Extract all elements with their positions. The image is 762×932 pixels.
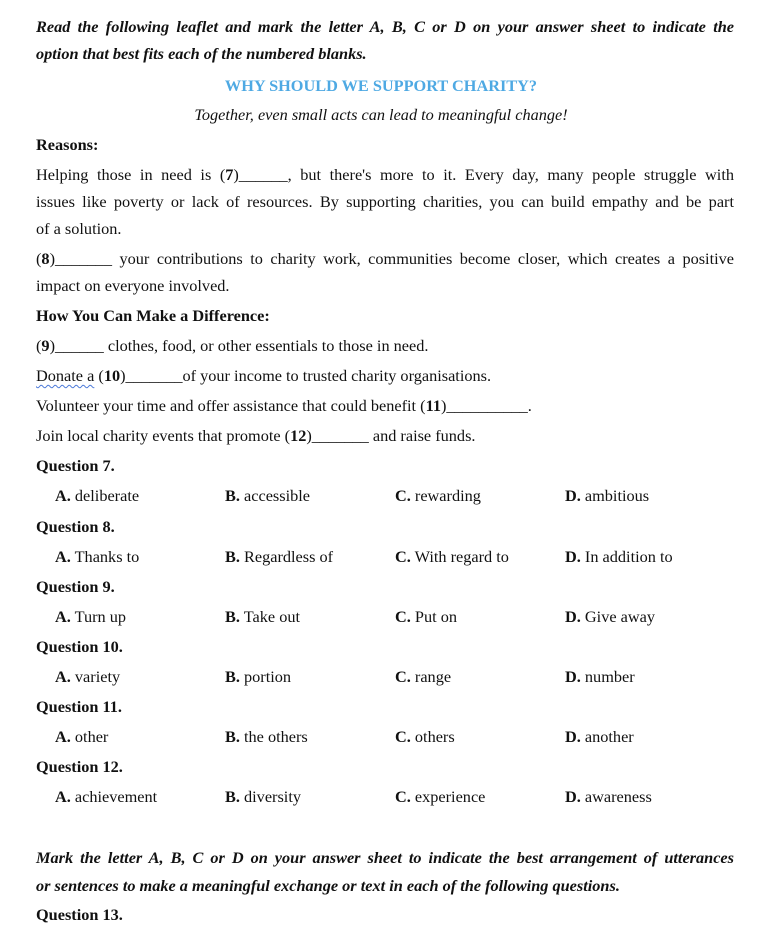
blank-number-12: 12: [290, 426, 307, 445]
option-b[interactable]: [225, 486, 310, 506]
option-letter: C.: [395, 667, 411, 686]
paragraph-1-line-2: issues like poverty or lack of resources. By supporting charities, you can build empathy and be part: [36, 192, 734, 211]
option-letter: D.: [565, 727, 581, 746]
text: Volunteer your time and offer assistance that could benefit (: [36, 396, 426, 415]
option-text: ambitious: [584, 486, 650, 505]
option-text: the others: [244, 727, 308, 746]
text: )______, but there's more to it. Every day, many people struggle with: [233, 165, 734, 184]
option-text: Thanks to: [74, 547, 140, 566]
text: )_______ your contributions to charity work, communities become closer, which creates a positive: [49, 249, 734, 268]
option-text: diversity: [244, 787, 301, 806]
option-text: awareness: [584, 787, 652, 806]
instruction-2-line-1: Mark the letter A, B, C or D on your answer sheet to indicate the best arrangement of utterances: [36, 848, 734, 867]
option-letter: C.: [395, 547, 411, 566]
option-letter: B.: [225, 607, 240, 626]
option-c[interactable]: [395, 547, 509, 567]
option-letter: A.: [55, 607, 71, 626]
option-d[interactable]: [565, 667, 635, 687]
option-c[interactable]: [395, 486, 481, 506]
option-text: deliberate: [74, 486, 140, 505]
item-11: [36, 396, 734, 416]
option-text: rewarding: [414, 486, 481, 505]
option-letter: A.: [55, 787, 71, 806]
option-text: variety: [74, 667, 121, 686]
option-d[interactable]: [565, 787, 652, 807]
item-10: [36, 366, 734, 386]
option-a[interactable]: [55, 486, 139, 506]
option-text: others: [414, 727, 455, 746]
leaflet-subtitle: Together, even small acts can lead to meaningful change!: [194, 105, 568, 124]
option-text: Take out: [243, 607, 300, 626]
text: (: [36, 249, 42, 268]
text: (: [94, 366, 104, 385]
option-text: Turn up: [74, 607, 127, 626]
option-b[interactable]: [225, 727, 308, 747]
option-text: experience: [414, 787, 486, 806]
reasons-heading: Reasons:: [36, 135, 99, 154]
text: )__________.: [440, 396, 532, 415]
option-letter: C.: [395, 486, 411, 505]
question-7-label: Question 7.: [36, 456, 115, 475]
question-11-options: [0, 727, 762, 747]
option-letter: C.: [395, 787, 411, 806]
option-letter: D.: [565, 787, 581, 806]
paragraph-2-line-1: [36, 249, 734, 269]
option-c[interactable]: [395, 787, 485, 807]
question-7-options: [0, 486, 762, 506]
text: )_______ and raise funds.: [306, 426, 476, 445]
option-a[interactable]: [55, 547, 139, 567]
option-a[interactable]: [55, 727, 108, 747]
option-a[interactable]: [55, 667, 120, 687]
option-letter: D.: [565, 667, 581, 686]
text: (: [36, 336, 42, 355]
paragraph-1-line-3: of a solution.: [36, 219, 122, 238]
question-11-label: Question 11.: [36, 697, 122, 716]
question-9-label: Question 9.: [36, 577, 115, 596]
option-letter: B.: [225, 486, 240, 505]
option-a[interactable]: [55, 607, 126, 627]
option-a[interactable]: [55, 787, 157, 807]
option-letter: B.: [225, 787, 240, 806]
text: Join local charity events that promote (: [36, 426, 291, 445]
question-10-label: Question 10.: [36, 637, 123, 656]
option-text: achievement: [74, 787, 158, 806]
option-text: Give away: [584, 607, 655, 626]
blank-number-7: 7: [225, 165, 234, 184]
blank-number-8: 8: [41, 249, 50, 268]
item-9: [36, 336, 734, 356]
option-text: portion: [244, 667, 292, 686]
option-b[interactable]: [225, 667, 291, 687]
blank-number-11: 11: [425, 396, 441, 415]
option-letter: A.: [55, 547, 71, 566]
question-12-label: Question 12.: [36, 757, 123, 776]
option-letter: B.: [225, 727, 240, 746]
option-letter: D.: [565, 486, 581, 505]
option-text: Regardless of: [244, 547, 334, 566]
question-8-options: [0, 547, 762, 567]
option-letter: C.: [395, 607, 411, 626]
option-text: With regard to: [414, 547, 509, 566]
option-d[interactable]: [565, 547, 673, 567]
blank-number-9: 9: [41, 336, 50, 355]
instruction-2-line-2: or sentences to make a meaningful exchange or text in each of the following questions.: [36, 876, 620, 895]
option-b[interactable]: [225, 547, 333, 567]
option-letter: C.: [395, 727, 411, 746]
option-text: another: [584, 727, 634, 746]
question-10-options: [0, 667, 762, 687]
question-12-options: [0, 787, 762, 807]
option-b[interactable]: [225, 787, 301, 807]
option-text: In addition to: [584, 547, 673, 566]
text: )_______of your income to trusted charity organisations.: [120, 366, 492, 385]
option-letter: D.: [565, 547, 581, 566]
option-b[interactable]: [225, 607, 300, 627]
option-letter: B.: [225, 547, 240, 566]
option-c[interactable]: [395, 727, 455, 747]
option-c[interactable]: [395, 667, 451, 687]
option-text: Put on: [414, 607, 457, 626]
blank-number-10: 10: [103, 366, 121, 385]
option-letter: A.: [55, 667, 71, 686]
item-12: [36, 426, 734, 446]
option-letter: A.: [55, 727, 71, 746]
option-c[interactable]: [395, 607, 457, 627]
option-text: other: [74, 727, 109, 746]
paragraph-2-line-2: impact on everyone involved.: [36, 276, 230, 295]
text: Helping those in need is (: [36, 165, 226, 184]
option-text: number: [584, 667, 635, 686]
option-letter: D.: [565, 607, 581, 626]
option-d[interactable]: [565, 486, 649, 506]
spellcheck-flagged-text: Donate a: [36, 366, 95, 385]
instruction-line-1: Read the following leaflet and mark the letter A, B, C or D on your answer sheet to indicate the: [36, 17, 734, 36]
difference-heading: How You Can Make a Difference:: [36, 306, 270, 325]
question-9-options: [0, 607, 762, 627]
question-13-label: Question 13.: [36, 905, 123, 924]
option-d[interactable]: [565, 727, 634, 747]
option-text: range: [414, 667, 452, 686]
option-letter: A.: [55, 486, 71, 505]
option-text: accessible: [244, 486, 311, 505]
paragraph-1-line-1: [36, 165, 734, 185]
instruction-line-2: option that best fits each of the numbered blanks.: [36, 44, 367, 63]
question-8-label: Question 8.: [36, 517, 115, 536]
leaflet-title: WHY SHOULD WE SUPPORT CHARITY?: [224, 76, 538, 95]
option-letter: B.: [225, 667, 240, 686]
option-d[interactable]: [565, 607, 655, 627]
text: )______ clothes, food, or other essentials to those in need.: [49, 336, 429, 355]
